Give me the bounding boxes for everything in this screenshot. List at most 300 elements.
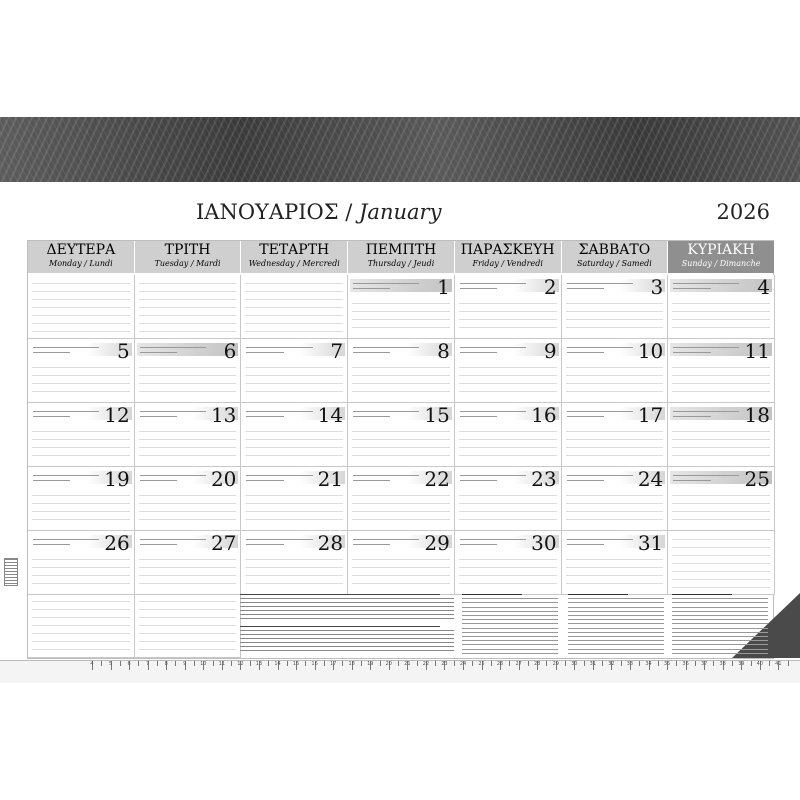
writing-line	[566, 319, 664, 320]
writing-line	[32, 439, 130, 440]
ruler-tick	[324, 661, 325, 666]
ruler-tick	[658, 661, 659, 666]
writing-line	[566, 391, 664, 392]
writing-line	[32, 567, 130, 568]
writing-line	[672, 431, 770, 432]
writing-line	[459, 575, 557, 576]
writing-line	[672, 455, 770, 456]
writing-line	[352, 303, 450, 304]
writing-line	[32, 511, 130, 512]
saint-names-text	[567, 411, 633, 412]
info-row	[462, 636, 558, 637]
writing-line	[566, 575, 664, 576]
writing-line	[245, 567, 343, 568]
mini-calendar-row	[240, 598, 454, 599]
weekday-greek: ΚΥΡΙΑΚΗ	[687, 242, 755, 258]
saint-names-text	[353, 475, 419, 476]
writing-line	[352, 431, 450, 432]
saint-names-text	[353, 347, 419, 348]
writing-line	[672, 439, 770, 440]
day-cell-4[interactable]	[668, 275, 775, 339]
writing-line	[245, 447, 343, 448]
sun-times-text	[246, 544, 283, 545]
info-row	[462, 607, 558, 608]
writing-line	[139, 307, 237, 308]
info-row	[568, 607, 664, 608]
saint-names-text	[673, 411, 739, 412]
writing-line	[139, 625, 237, 626]
day-cell-11[interactable]	[668, 339, 775, 403]
info-row	[672, 615, 768, 616]
writing-line	[566, 375, 664, 376]
sun-times-text	[460, 544, 497, 545]
day-number: 20	[210, 467, 237, 491]
saint-names-text	[460, 411, 526, 412]
day-cell-18[interactable]	[668, 403, 775, 467]
empty-cell[interactable]	[241, 275, 348, 339]
ruler-number: 38	[719, 661, 726, 667]
day-cell-10[interactable]	[562, 339, 669, 403]
writing-line	[245, 383, 343, 384]
day-number: 13	[210, 403, 237, 427]
ruler-tick	[584, 661, 585, 666]
ruler-number: 22	[422, 661, 430, 667]
writing-line	[672, 563, 770, 564]
sun-times-text	[140, 480, 177, 481]
ruler-number: 6	[127, 661, 131, 667]
writing-line	[459, 383, 557, 384]
sun-times-text	[460, 288, 497, 289]
info-row	[568, 594, 628, 595]
day-number: 25	[744, 467, 770, 491]
writing-line	[32, 391, 130, 392]
empty-cell[interactable]	[668, 531, 775, 595]
writing-line	[32, 495, 130, 496]
ruler-tick	[194, 661, 195, 666]
ruler-number: 26	[496, 661, 504, 667]
ruler-tick	[472, 661, 473, 666]
ruler-number: 27	[515, 661, 522, 667]
ruler-number: 23	[441, 661, 448, 667]
weekday-header-3	[241, 241, 348, 273]
name-days-list	[568, 592, 668, 658]
day-number: 5	[116, 339, 130, 363]
weekday-header-7	[668, 241, 775, 273]
info-row	[568, 615, 664, 616]
day-number: 10	[637, 339, 664, 363]
writing-line	[352, 447, 450, 448]
saint-names-text	[353, 411, 419, 412]
day-number: 3	[650, 275, 664, 299]
saint-names-text	[33, 539, 99, 540]
writing-line	[672, 539, 770, 540]
day-cell-23[interactable]	[455, 467, 562, 531]
day-cell-2[interactable]	[455, 275, 562, 339]
info-row	[672, 611, 768, 612]
info-row	[672, 607, 768, 608]
writing-line	[566, 367, 664, 368]
day-cell-21[interactable]	[241, 467, 348, 531]
mini-calendar-row	[240, 642, 454, 643]
writing-line	[245, 583, 343, 584]
writing-line	[139, 367, 237, 368]
day-cell-17[interactable]	[562, 403, 669, 467]
info-row	[672, 653, 768, 654]
writing-line	[459, 319, 557, 320]
ruler-number: 24	[459, 661, 467, 667]
day-cell-13[interactable]	[135, 403, 242, 467]
ruler-tick	[454, 661, 455, 666]
writing-line	[245, 283, 343, 284]
mini-calendar-row	[240, 630, 454, 631]
day-number: 18	[744, 403, 770, 427]
ruler-number: 30	[571, 661, 578, 667]
day-cell-14[interactable]	[241, 403, 348, 467]
month-greek: ΙΑΝΟΥΑΡΙΟΣ	[196, 200, 339, 224]
weekday-greek: ΔΕΥΤΕΡΑ	[46, 242, 116, 258]
weekday-header-4	[348, 241, 455, 273]
writing-line	[566, 383, 664, 384]
ruler-tick	[602, 661, 603, 666]
info-row	[568, 636, 664, 637]
info-row	[462, 623, 558, 624]
mini-calendar-row	[240, 594, 440, 595]
ruler-tick	[138, 661, 139, 666]
saint-names-text	[567, 347, 633, 348]
writing-line	[245, 503, 343, 504]
writing-line	[459, 495, 557, 496]
day-number: 30	[531, 531, 557, 555]
info-row	[672, 594, 732, 595]
info-row	[672, 623, 768, 624]
info-row	[462, 619, 558, 620]
day-cell-15[interactable]	[348, 403, 455, 467]
ruler-tick	[639, 661, 640, 666]
writing-line	[32, 633, 130, 634]
day-cell-28[interactable]	[241, 531, 348, 595]
writing-line	[672, 327, 770, 328]
marble-banner	[0, 117, 800, 182]
writing-line	[32, 583, 130, 584]
sun-times-text	[33, 416, 70, 417]
mini-calendar-row	[240, 614, 454, 615]
writing-line	[566, 583, 664, 584]
writing-line	[352, 367, 450, 368]
ruler-tick	[157, 661, 158, 666]
sun-times-text	[33, 480, 70, 481]
writing-line	[566, 511, 664, 512]
mini-calendar-row	[240, 610, 454, 611]
writing-line	[352, 511, 450, 512]
sun-times-text	[567, 416, 604, 417]
writing-line	[139, 291, 237, 292]
sun-times-text	[460, 480, 497, 481]
mini-calendar-row	[240, 638, 454, 639]
writing-line	[32, 291, 130, 292]
mini-calendar-row	[240, 650, 454, 651]
day-cell-30[interactable]	[455, 531, 562, 595]
writing-line	[139, 567, 237, 568]
writing-line	[566, 311, 664, 312]
mini-calendar-row	[240, 606, 454, 607]
holidays-list	[462, 592, 562, 658]
sun-times-text	[673, 352, 710, 353]
writing-line	[352, 375, 450, 376]
sun-times-text	[33, 544, 70, 545]
sun-times-text	[353, 544, 390, 545]
info-row	[462, 611, 558, 612]
writing-line	[352, 439, 450, 440]
day-cell-6[interactable]	[135, 339, 242, 403]
saint-names-text	[567, 539, 633, 540]
writing-line	[672, 571, 770, 572]
saint-names-text	[673, 475, 739, 476]
sun-times-text	[246, 416, 283, 417]
writing-line	[139, 391, 237, 392]
writing-line	[352, 583, 450, 584]
day-cell-29[interactable]	[348, 531, 455, 595]
writing-line	[139, 283, 237, 284]
writing-line	[245, 575, 343, 576]
writing-line	[139, 323, 237, 324]
writing-line	[245, 323, 343, 324]
day-number: 12	[104, 403, 130, 427]
weekday-header-1	[28, 241, 135, 273]
ruler-tick	[732, 661, 733, 666]
day-number: 21	[317, 467, 344, 491]
mini-calendar-row	[240, 634, 454, 635]
writing-line	[32, 625, 130, 626]
writing-line	[672, 311, 770, 312]
writing-line	[32, 503, 130, 504]
mini-calendar-row	[240, 646, 454, 647]
ruler-number: 20	[385, 661, 392, 667]
day-number: 8	[437, 339, 450, 363]
writing-line	[352, 455, 450, 456]
sun-times-text	[353, 352, 390, 353]
writing-line	[139, 439, 237, 440]
ruler-number: 34	[645, 661, 652, 667]
writing-line	[32, 609, 130, 610]
writing-line	[139, 495, 237, 496]
info-row	[462, 644, 558, 645]
day-cell-12[interactable]	[28, 403, 135, 467]
writing-line	[352, 519, 450, 520]
info-row	[462, 598, 558, 599]
weekday-header-5	[455, 241, 562, 273]
writing-line	[459, 447, 557, 448]
ruler-tick	[621, 661, 622, 666]
ruler-number: 18	[348, 661, 355, 667]
writing-line	[245, 315, 343, 316]
writing-line	[352, 327, 450, 328]
day-number: 9	[543, 339, 557, 363]
day-number: 23	[531, 467, 557, 491]
writing-line	[672, 375, 770, 376]
info-row	[462, 628, 558, 629]
info-row	[462, 594, 522, 595]
day-cell-16[interactable]	[455, 403, 562, 467]
day-number: 16	[531, 403, 557, 427]
writing-line	[139, 559, 237, 560]
day-number: 1	[437, 275, 450, 299]
notes-cell[interactable]	[135, 595, 242, 658]
writing-line	[566, 567, 664, 568]
writing-line	[352, 503, 450, 504]
day-cell-1[interactable]	[348, 275, 455, 339]
writing-line	[245, 307, 343, 308]
ruler-number: 9	[183, 661, 187, 667]
day-cell-27[interactable]	[135, 531, 242, 595]
sun-times-text	[673, 480, 710, 481]
info-row	[462, 649, 558, 650]
writing-line	[245, 375, 343, 376]
ruler-tick	[528, 661, 529, 666]
day-cell-19[interactable]	[28, 467, 135, 531]
sun-times-text	[353, 288, 390, 289]
writing-line	[139, 617, 237, 618]
ruler-number: 39	[738, 661, 745, 667]
writing-line	[459, 455, 557, 456]
writing-line	[139, 575, 237, 576]
day-cell-26[interactable]	[28, 531, 135, 595]
saint-names-text	[246, 539, 312, 540]
weekday-greek: ΤΕΤΑΡΤΗ	[259, 242, 330, 258]
sun-times-text	[460, 352, 497, 353]
writing-line	[245, 367, 343, 368]
info-row	[672, 632, 768, 633]
weekday-greek: ΣΑΒΒΑΤΟ	[578, 242, 651, 258]
day-cell-5[interactable]	[28, 339, 135, 403]
info-row	[568, 619, 664, 620]
year-label: 2026	[716, 200, 770, 224]
info-row	[462, 615, 558, 616]
writing-line	[352, 495, 450, 496]
ruler-number: 21	[404, 661, 411, 667]
info-row	[568, 640, 664, 641]
info-row	[462, 632, 558, 633]
day-cell-24[interactable]	[562, 467, 669, 531]
info-row	[672, 602, 768, 603]
writing-line	[139, 511, 237, 512]
day-cell-25[interactable]	[668, 467, 775, 531]
info-row	[568, 598, 664, 599]
saint-names-text	[140, 539, 206, 540]
saint-names-text	[246, 347, 312, 348]
ruler-tick	[751, 661, 752, 666]
writing-line	[139, 649, 237, 650]
ruler-tick	[361, 661, 362, 666]
writing-line	[352, 391, 450, 392]
writing-line	[139, 375, 237, 376]
day-cell-22[interactable]	[348, 467, 455, 531]
saint-names-text	[140, 347, 206, 348]
sun-times-text	[33, 352, 70, 353]
writing-line	[459, 511, 557, 512]
ruler-number: 32	[608, 661, 615, 667]
day-cell-20[interactable]	[135, 467, 242, 531]
weekday-latin: Thursday / Jeudi	[367, 259, 435, 268]
ruler-tick	[788, 661, 789, 666]
writing-line	[245, 299, 343, 300]
day-number: 26	[104, 531, 130, 555]
empty-cell[interactable]	[28, 275, 135, 339]
empty-cell[interactable]	[135, 275, 242, 339]
day-number: 7	[330, 339, 344, 363]
info-row	[672, 598, 768, 599]
day-number: 17	[637, 403, 664, 427]
day-cell-8[interactable]	[348, 339, 455, 403]
writing-line	[459, 391, 557, 392]
saint-names-text	[140, 475, 206, 476]
writing-line	[139, 641, 237, 642]
ruler-tick	[268, 661, 269, 666]
day-cell-7[interactable]	[241, 339, 348, 403]
info-row	[568, 632, 664, 633]
day-number: 22	[424, 467, 450, 491]
saint-names-text	[33, 411, 99, 412]
ruler-tick	[435, 661, 436, 666]
ruler-tick	[509, 661, 510, 666]
ruler-tick	[175, 661, 176, 666]
sun-times-text	[567, 288, 604, 289]
day-number: 19	[104, 467, 130, 491]
writing-line	[566, 303, 664, 304]
writing-line	[352, 319, 450, 320]
saint-names-text	[460, 283, 526, 284]
ruler-number: 10	[200, 661, 207, 667]
writing-line	[672, 555, 770, 556]
writing-line	[139, 503, 237, 504]
writing-line	[32, 559, 130, 560]
saint-names-text	[460, 347, 526, 348]
writing-line	[566, 495, 664, 496]
weekday-greek: ΠΑΡΑΣΚΕΥΗ	[460, 242, 555, 258]
writing-line	[672, 547, 770, 548]
day-number: 14	[317, 403, 344, 427]
day-cell-3[interactable]	[562, 275, 669, 339]
saint-names-text	[140, 411, 206, 412]
day-number: 4	[757, 275, 770, 299]
weekday-greek: ΤΡΙΤΗ	[164, 242, 211, 258]
writing-line	[672, 303, 770, 304]
notes-cell[interactable]	[28, 595, 135, 658]
ruler-tick	[676, 661, 677, 666]
ruler-tick	[398, 661, 399, 666]
weekday-latin: Monday / Lundi	[49, 259, 113, 268]
ruler	[0, 660, 800, 683]
writing-line	[32, 575, 130, 576]
writing-line	[245, 391, 343, 392]
ruler-number: 33	[626, 661, 634, 667]
sun-times-text	[140, 352, 177, 353]
writing-line	[32, 601, 130, 602]
info-row	[568, 653, 664, 654]
writing-line	[32, 649, 130, 650]
writing-line	[32, 383, 130, 384]
writing-line	[672, 367, 770, 368]
sun-times-text	[353, 416, 390, 417]
day-cell-31[interactable]	[562, 531, 669, 595]
writing-line	[672, 383, 770, 384]
day-cell-9[interactable]	[455, 339, 562, 403]
ruler-number: 17	[329, 661, 337, 667]
writing-line	[245, 331, 343, 332]
writing-line	[459, 311, 557, 312]
writing-line	[459, 439, 557, 440]
ruler-tick	[305, 661, 306, 666]
day-number: 6	[223, 339, 237, 363]
